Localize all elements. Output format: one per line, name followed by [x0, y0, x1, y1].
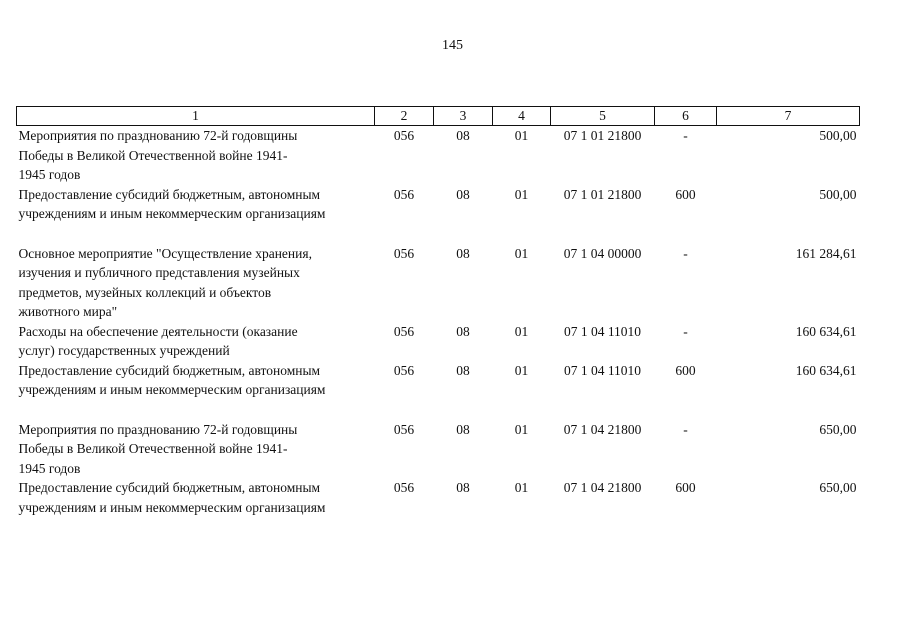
row-spacer — [17, 224, 860, 244]
table-row — [17, 244, 860, 322]
table-row — [17, 322, 860, 361]
item-name-line: Мероприятия по празднованию 72-й годовщины — [18, 421, 298, 437]
target-item-code: 07 1 04 00000 — [563, 245, 642, 261]
column-header-7: 7 — [717, 107, 860, 126]
item-name-line: Мероприятия по празднованию 72-й годовщины — [18, 128, 298, 143]
target-item-code: 07 1 04 21800 — [563, 421, 642, 437]
expense-type-code: 600 — [675, 186, 696, 202]
item-name-line: Предоставление субсидий бюджетным, автономным — [18, 186, 321, 202]
column-header-1: 1 — [17, 107, 375, 126]
section-code: 08 — [456, 128, 470, 143]
item-name-line: Победы в Великой Отечественной войне 1941- — [18, 441, 288, 456]
amount: 500,00 — [819, 186, 857, 202]
expense-type-code: - — [683, 421, 688, 437]
item-name — [17, 478, 375, 517]
section-code: 08 — [456, 480, 470, 495]
column-header-3: 3 — [434, 107, 493, 126]
item-name-line: Победы в Великой Отечественной войне 1941- — [18, 147, 288, 163]
section-code: 08 — [456, 245, 470, 261]
item-name-line: Предоставление субсидий бюджетным, автономным — [18, 480, 321, 495]
item-name-line: животного мира" — [18, 304, 118, 319]
row-spacer — [17, 400, 860, 420]
item-name-line: услуг) государственных учреждений — [18, 343, 230, 358]
amount: 160 634,61 — [795, 323, 857, 339]
item-name-line: Основное мероприятие "Осуществление хранения, — [18, 245, 312, 261]
table-row — [17, 185, 860, 224]
item-name — [17, 244, 375, 322]
target-item-code: 07 1 01 21800 — [563, 186, 642, 202]
expense-type-code: - — [683, 245, 688, 261]
item-name — [17, 322, 375, 361]
subsection-code: 01 — [514, 480, 529, 495]
subsection-code: 01 — [514, 186, 529, 202]
ministry-code: 056 — [393, 128, 415, 143]
target-item-code: 07 1 04 11010 — [563, 362, 642, 378]
ministry-code: 056 — [393, 323, 415, 339]
table-row — [17, 478, 860, 517]
budget-table — [16, 106, 860, 517]
ministry-code: 056 — [393, 421, 415, 437]
column-header-6: 6 — [655, 107, 717, 126]
table-row — [17, 126, 860, 185]
item-name-line: учреждениям и иным некоммерческим организациям — [18, 206, 326, 221]
ministry-code: 056 — [393, 480, 415, 495]
item-name-line: учреждениям и иным некоммерческим организациям — [18, 382, 326, 397]
ministry-code: 056 — [393, 186, 415, 202]
target-item-code: 07 1 01 21800 — [563, 128, 642, 143]
ministry-code: 056 — [393, 362, 415, 378]
item-name — [17, 185, 375, 224]
expense-type-code: 600 — [675, 480, 696, 495]
amount: 160 634,61 — [795, 362, 857, 378]
column-header-4: 4 — [493, 107, 551, 126]
section-code: 08 — [456, 362, 470, 378]
column-header-5: 5 — [551, 107, 655, 126]
item-name-line: учреждениям и иным некоммерческим организациям — [18, 499, 326, 515]
item-name — [17, 361, 375, 400]
page-number: 145 — [442, 38, 463, 53]
subsection-code: 01 — [514, 128, 529, 143]
item-name-line: Расходы на обеспечение деятельности (оказание — [18, 323, 298, 339]
table-row — [17, 361, 860, 400]
target-item-code: 07 1 04 11010 — [563, 323, 642, 339]
item-name-line: изучения и публичного представления музейных — [18, 265, 300, 280]
item-name-line: предметов, музейных коллекций и объектов — [18, 284, 272, 300]
item-name-line: 1945 годов — [18, 460, 81, 476]
amount: 650,00 — [819, 480, 857, 495]
column-header-2: 2 — [375, 107, 434, 126]
ministry-code: 056 — [393, 245, 415, 261]
item-name-line: Предоставление субсидий бюджетным, автономным — [18, 362, 321, 378]
expense-type-code: - — [683, 323, 688, 339]
section-code: 08 — [456, 421, 470, 437]
amount: 650,00 — [819, 421, 857, 437]
section-code: 08 — [456, 186, 470, 202]
item-name — [17, 126, 375, 185]
table-row — [17, 420, 860, 479]
subsection-code: 01 — [514, 245, 529, 261]
expense-type-code: - — [683, 128, 688, 143]
amount: 500,00 — [819, 128, 857, 143]
amount: 161 284,61 — [795, 245, 857, 261]
section-code: 08 — [456, 323, 470, 339]
target-item-code: 07 1 04 21800 — [563, 480, 642, 495]
item-name — [17, 420, 375, 479]
item-name-line: 1945 годов — [18, 167, 81, 182]
subsection-code: 01 — [514, 421, 529, 437]
expense-type-code: 600 — [675, 362, 696, 378]
subsection-code: 01 — [514, 362, 529, 378]
header-row — [17, 107, 860, 126]
subsection-code: 01 — [514, 323, 529, 339]
